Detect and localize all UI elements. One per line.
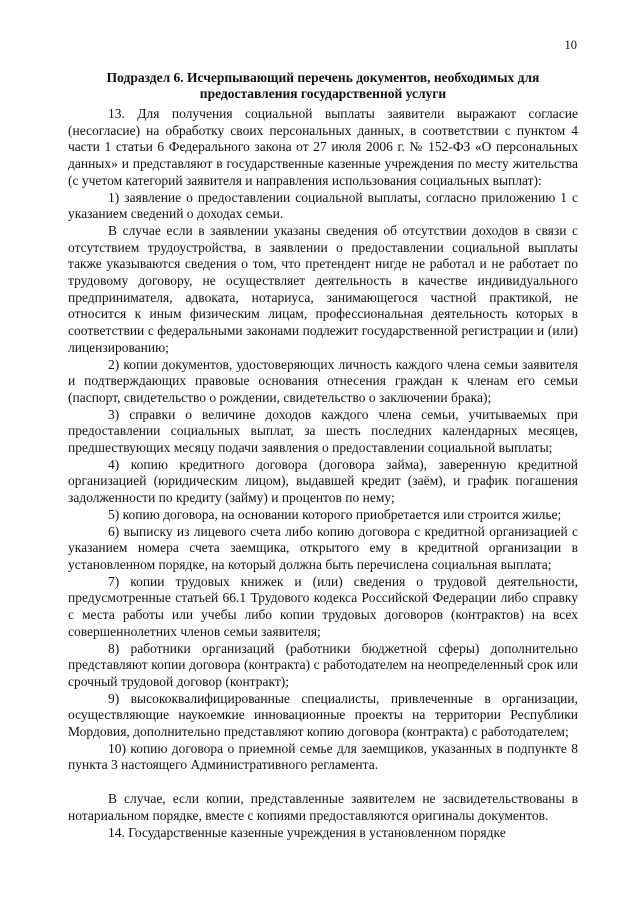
section-title-line-1: Подраздел 6. Исчерпывающий перечень документов, необходимых для <box>106 70 540 85</box>
paragraph-item-7-employment-records: 7) копии трудовых книжек и (или) сведения о трудовой деятельности, предусмотренные статьей 66.1 Трудового кодекса Российской Федерации либо справку с места работы или учебы либо копии трудовых договоров (контрактов) на всех совершеннолетних членов семьи заявителя; <box>68 573 578 639</box>
paragraph-notarized-copies: В случае, если копии, представленные заявителем не засвидетельствованы в нотариальном порядке, вместе с копиями предоставляются оригиналы документов. <box>68 791 578 823</box>
paragraph-item-9-qualified-specialists: 9) высококвалифицированные специалисты, привлеченные в организации, осуществляющие наукоемкие инновационные проекты на территории Республики Мордовия, дополнительно представляют копию договора (контракта) с работодателем; <box>68 690 578 740</box>
paragraph-item-3-income-certificates: 3) справки о величине доходов каждого члена семьи, учитываемых при предоставлении социальных выплат, за шесть последних календарных месяцев, предшествующих месяцу подачи заявления о предоставлении социальной выплаты; <box>68 406 578 456</box>
section-title <box>68 70 578 102</box>
document-body <box>68 106 578 841</box>
paragraph-14-start: 14. Государственные казенные учреждения в установленном порядке <box>108 824 506 840</box>
paragraph-item-4-credit-agreement: 4) копию кредитного договора (договора займа), заверенную кредитной организацией (юридическим лицом), выдавшей кредит (заём), и график погашения задолженности по кредиту (займу) и процентов по нему; <box>68 456 578 506</box>
paragraph-item-6-account-statement: 6) выписку из лицевого счета либо копию договора с кредитной организацией с указанием номера счета заемщика, открытого ему в кредитной организации в установленном порядке, на который должна быть перечислена социальная выплата; <box>68 523 578 572</box>
paragraph-item-2-identity-documents: 2) копии документов, удостоверяющих личность каждого члена семьи заявителя и подтверждающих правовые основания отнесения граждан к членам его семьи (паспорт, свидетельство о рождении, свидетельство о заключении брака); <box>68 356 578 405</box>
paragraph-item-8-public-sector-workers: 8) работники организаций (работники бюджетной сферы) дополнительно представляют копии договора (контракта) с работодателем на неопределенный срок или срочный трудовой договор (контракт); <box>68 640 578 689</box>
paragraph-13-consent: 13. Для получения социальной выплаты заявители выражают согласие (несогласие) на обработку своих персональных данных, в соответствии с пунктом 4 части 1 статьи 6 Федерального закона от 27 июля 2006 г. № 152-ФЗ «О персональных данных» и представляют в государственные казенные учреждения по месту жительства (с учетом категорий заявителя и направления использования социальных выплат): <box>68 106 578 188</box>
page-number: 10 <box>564 38 577 52</box>
paragraph-item-1-application: 1) заявление о предоставлении социальной выплаты, согласно приложению 1 с указанием сведений о доходах семьи. <box>68 189 578 222</box>
paragraph-item-5-housing-contract: 5) копию договора, на основании которого приобретается или строится жилье; <box>108 506 562 522</box>
section-title-line-2: предоставления государственной услуги <box>199 86 447 101</box>
paragraph-item-10-foster-family: 10) копию договора о приемной семье для заемщиков, указанных в подпункте 8 пункта 3 настоящего Административного регламента. <box>68 740 578 773</box>
paragraph-no-income-case: В случае если в заявлении указаны сведения об отсутствии доходов в связи с отсутствием трудоустройства, в заявлении о предоставлении социальной выплаты также указываются сведения о том, что претендент нигде не работал и не работает по трудовому договору, не осуществляет деятельность в качестве индивидуального предпринимателя, адвоката, нотариуса, занимающегося частной практикой, не относится к иным физическим лицам, профессиональная деятельность которых в соответствии с федеральными законами подлежит государственной регистрации и (или) лицензированию; <box>68 222 578 355</box>
